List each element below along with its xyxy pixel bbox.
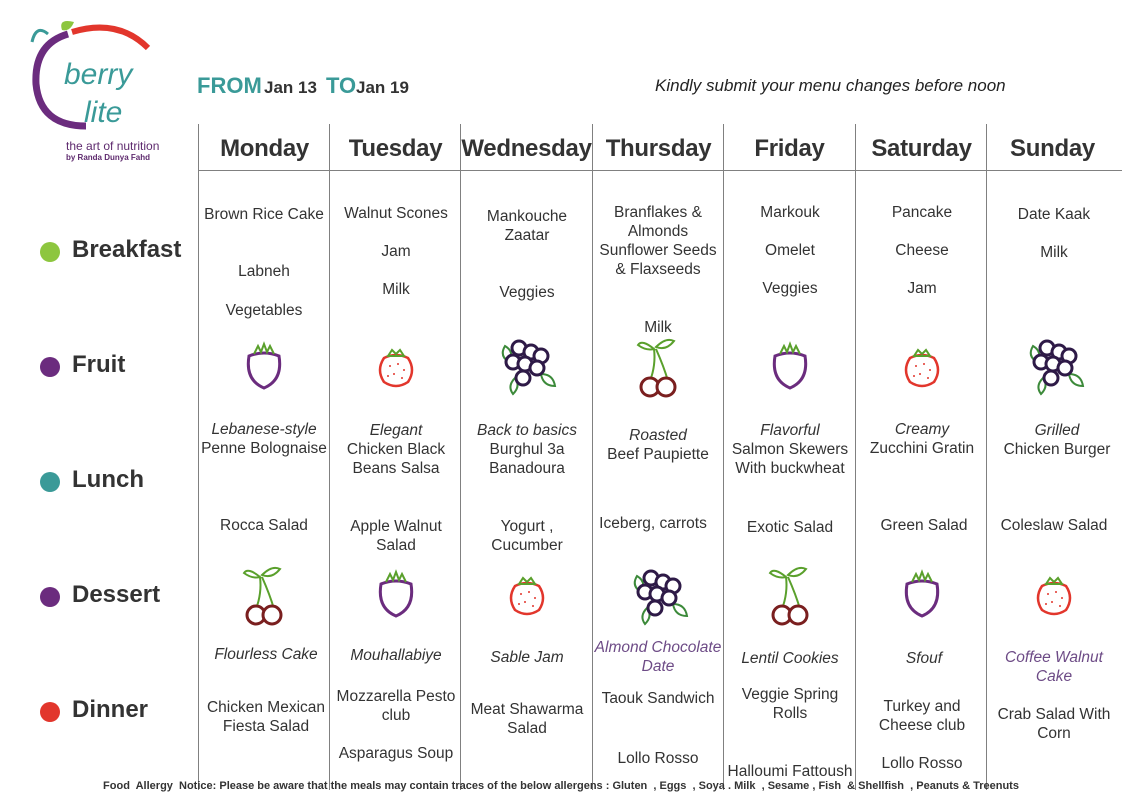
cherry-icon [236,562,292,628]
meal-label-breakfast: Breakfast [72,236,182,263]
fig-icon [236,340,292,396]
allergy-notice-label: Food Allergy Notice: [103,780,217,792]
monday-breakfast-item: Vegetables [225,302,303,319]
grid-line [198,124,199,790]
day-header-saturday: Saturday [871,135,972,162]
day-header-thursday: Thursday [605,135,712,162]
thursday-lunch-title: Roasted [629,427,687,444]
svg-text:lite: lite [84,96,123,129]
sunday-lunch-side: Coleslaw Salad [1000,517,1108,534]
sunday-dessert-item: Coffee Walnut Cake [1005,649,1103,685]
saturday-breakfast-item: Cheese [895,242,949,259]
grid-line [855,124,856,790]
wednesday-lunch-main: Burghul 3a Banadoura [489,441,565,477]
thursday-breakfast-item: Milk [644,319,672,336]
saturday-lunch-main: Zucchini Gratin [869,440,975,457]
allergy-notice-text: Please be aware that the meals may contain traces of the below allergens : Gluten , Eggs , Soya . Milk , Sesame , Fish & Shellfish , Peanuts & Treenuts [219,780,1019,792]
wednesday-lunch-title: Back to basics [477,422,577,439]
friday-breakfast-item: Omelet [765,242,815,259]
to-label: TO [326,73,357,98]
day-header-friday: Friday [754,135,825,162]
meal-label-dessert: Dessert [72,581,161,608]
meal-label-lunch: Lunch [72,466,144,493]
saturday-dessert-item: Sfouf [905,650,943,667]
meal-label-dinner: Dinner [72,696,149,723]
wednesday-dinner-item: Meat Shawarma Salad [470,701,584,737]
tuesday-lunch-title: Elegant [369,422,423,439]
tuesday-dinner-item: Mozzarella Pesto club [336,688,456,724]
day-header-tuesday: Tuesday [348,135,443,162]
lunch-dot-icon [40,472,60,492]
day-header-monday: Monday [220,135,309,162]
thursday-dinner-item: Lollo Rosso [617,750,699,767]
tuesday-breakfast-item: Jam [381,243,411,260]
strawberry-icon [368,340,424,396]
saturday-lunch-side: Green Salad [880,517,968,534]
friday-dinner-item: Halloumi Fattoush [727,763,853,780]
grape-icon [627,564,691,628]
day-header-sunday: Sunday [1010,135,1095,162]
tuesday-dinner-item: Asparagus Soup [338,745,454,762]
allergy-notice [0,780,1122,792]
monday-breakfast-item: Brown Rice Cake [204,206,324,223]
sunday-lunch-main: Chicken Burger [1003,441,1111,458]
grid-line [986,124,987,790]
wednesday-dessert-item: Sable Jam [490,649,564,666]
cherry-icon [762,562,818,628]
strawberry-icon [894,340,950,396]
monday-lunch-side: Rocca Salad [220,517,308,534]
saturday-breakfast-item: Jam [907,280,937,297]
header-divider [199,170,1122,171]
grid-line [592,124,593,790]
monday-dinner-item: Chicken Mexican Fiesta Salad [206,699,326,735]
wednesday-lunch-side: Yogurt , Cucumber [491,518,563,554]
friday-breakfast-item: Markouk [760,204,820,221]
monday-breakfast-item: Labneh [238,263,290,280]
sunday-breakfast-item: Milk [1040,244,1068,261]
friday-dessert-item: Lentil Cookies [741,650,839,667]
grid-line [723,124,724,790]
sunday-dinner-item: Crab Salad With Corn [997,706,1111,742]
tuesday-dessert-item: Mouhallabiye [350,647,442,664]
dinner-dot-icon [40,702,60,722]
friday-lunch-main: Salmon Skewers With buckwheat [731,441,849,477]
fig-icon [894,568,950,624]
tuesday-lunch-side: Apple Walnut Salad [350,518,442,554]
cherry-icon [630,334,686,400]
saturday-dinner-item: Turkey and Cheese club [878,698,966,734]
logo-mark-icon [28,18,168,143]
to-date: Jan 19 [356,78,409,97]
tuesday-breakfast-item: Walnut Scones [344,205,448,222]
brand-byline: by Randa Dunya Fahd [66,153,151,162]
grid-line [329,124,330,790]
wednesday-breakfast-item: Veggies [499,284,555,301]
tuesday-breakfast-item: Milk [382,281,410,298]
breakfast-dot-icon [40,242,60,262]
grape-icon [495,334,559,398]
strawberry-icon [1026,568,1082,624]
saturday-dinner-item: Lollo Rosso [881,755,963,772]
brand-tagline: the art of nutrition [66,139,160,153]
day-header-wednesday: Wednesday [461,135,592,162]
friday-breakfast-item: Veggies [762,280,818,297]
monday-dessert-item: Flourless Cake [214,646,318,663]
svg-text:berry: berry [64,58,133,91]
thursday-breakfast-item: Branflakes & Almonds Sunflower Seeds & Flaxseeds [599,204,717,278]
thursday-lunch-side: Iceberg, carrots [599,515,707,532]
tuesday-lunch-main: Chicken Black Beans Salsa [346,441,446,477]
thursday-lunch-main: Beef Paupiette [607,446,709,463]
monday-lunch-title: Lebanese-style [211,421,317,438]
saturday-lunch-title: Creamy [894,421,950,438]
strawberry-icon [499,568,555,624]
submission-notice: Kindly submit your menu changes before noon [655,76,1006,95]
thursday-dessert-item: Almond Chocolate Date [594,639,722,675]
friday-lunch-side: Exotic Salad [746,519,834,536]
meal-label-fruit: Fruit [72,351,126,378]
dessert-dot-icon [40,587,60,607]
friday-dinner-item: Veggie Spring Rolls [741,686,839,722]
saturday-breakfast-item: Pancake [891,204,953,221]
friday-lunch-title: Flavorful [760,422,820,439]
grape-icon [1023,334,1087,398]
from-label: FROM [197,73,262,98]
thursday-dinner-item: Taouk Sandwich [601,690,715,707]
sunday-breakfast-item: Date Kaak [1017,206,1091,223]
monday-lunch-main: Penne Bolognaise [201,440,327,457]
fruit-dot-icon [40,357,60,377]
wednesday-breakfast-item: Mankouche Zaatar [486,208,568,244]
sunday-lunch-title: Grilled [1034,422,1080,439]
grid-line [460,124,461,790]
fig-icon [762,340,818,396]
fig-icon [368,568,424,624]
from-date: Jan 13 [264,78,317,97]
